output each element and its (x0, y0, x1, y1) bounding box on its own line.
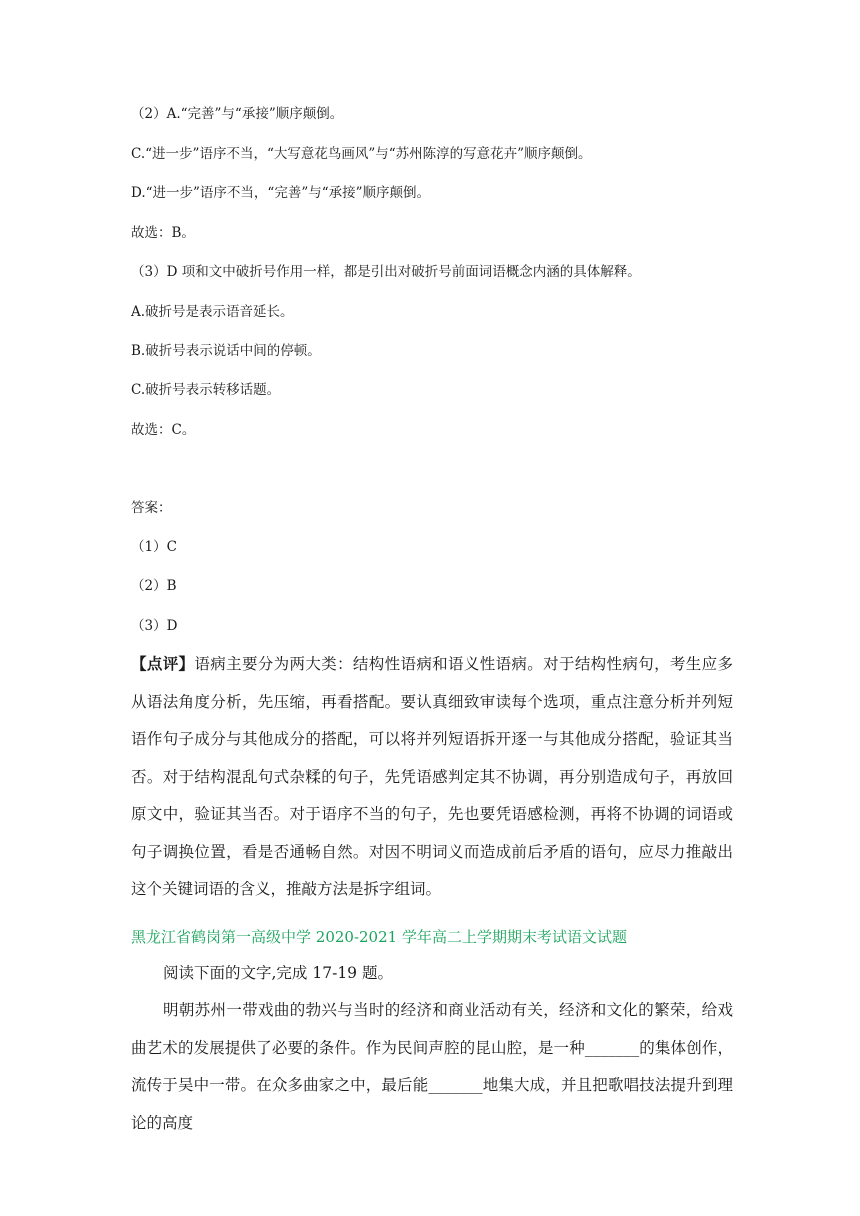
instruction: 阅读下面的文字,完成 17-19 题。 (163, 964, 393, 982)
passage-paragraph: 明朝苏州一带戏曲的勃兴与当时的经济和商业活动有关，经济和文化的繁荣，给戏曲艺术的发展提供了必要的条件。作为民间声腔的昆山腔，是一种_______的集体创作，流传于吴中一带。在众多曲家之中，最后能_______地集大成，并且把歌唱技法提升到理论的高度 (131, 1001, 733, 1132)
analysis-3-line-3: B.破折号表示说话中间的停顿。 (131, 343, 321, 359)
answer-item-1: （1）C (131, 539, 177, 555)
analysis-2-line-1: （2）A.“完善”与“承接”顺序颠倒。 (131, 106, 344, 122)
analysis-2-line-2: C.“进一步”语序不当，“大写意花鸟画风”与“苏州陈淳的写意花卉”顺序颠倒。 (131, 146, 592, 162)
answer-item-2: （2）B (131, 578, 177, 594)
comment-paragraph (131, 645, 733, 909)
analysis-2-line-3: D.“进一步”语序不当，“完善”与“承接”顺序颠倒。 (131, 185, 431, 201)
analysis-2-conclusion: 故选：B。 (131, 225, 195, 241)
analysis-3-line-2: A.破折号是表示语音延长。 (131, 304, 294, 320)
comment-text: 语病主要分为两大类：结构性语病和语义性语病。对于结构性病句，考生应多从语法角度分析，先压缩，再看搭配。要认真细致审读每个选项，重点注意分析并列短语作句子成分与其他成分的搭配，可以将并列短语拆开逐一与其他成分搭配，验证其当否。对于结构混乱句式杂糅的句子，先凭语感判定其不协调，再分别造成句子，再放回原文中，验证其当否。对于语序不当的句子，先也要凭语感检测，再将不协调的词语或句子调换位置，看是否通畅自然。对因不明词义而造成前后矛盾的语句，应尽力推敲出这个关键词语的含义，推敲方法是拆字组词。 (131, 655, 733, 898)
comment-tag: 【点评】 (131, 654, 195, 673)
answer-heading: 答案： (131, 500, 172, 516)
analysis-3-line-1: （3）D 项和文中破折号作用一样，都是引出对破折号前面词语概念内涵的具体解释。 (131, 264, 641, 280)
source-title: 黑龙江省鹤岗第一高级中学 2020-2021 学年高二上学期期末考试语文试题 (131, 928, 627, 946)
analysis-3-conclusion: 故选：C。 (131, 422, 196, 438)
answer-item-3: （3）D (131, 618, 178, 634)
analysis-3-line-4: C.破折号表示转移话题。 (131, 382, 281, 398)
